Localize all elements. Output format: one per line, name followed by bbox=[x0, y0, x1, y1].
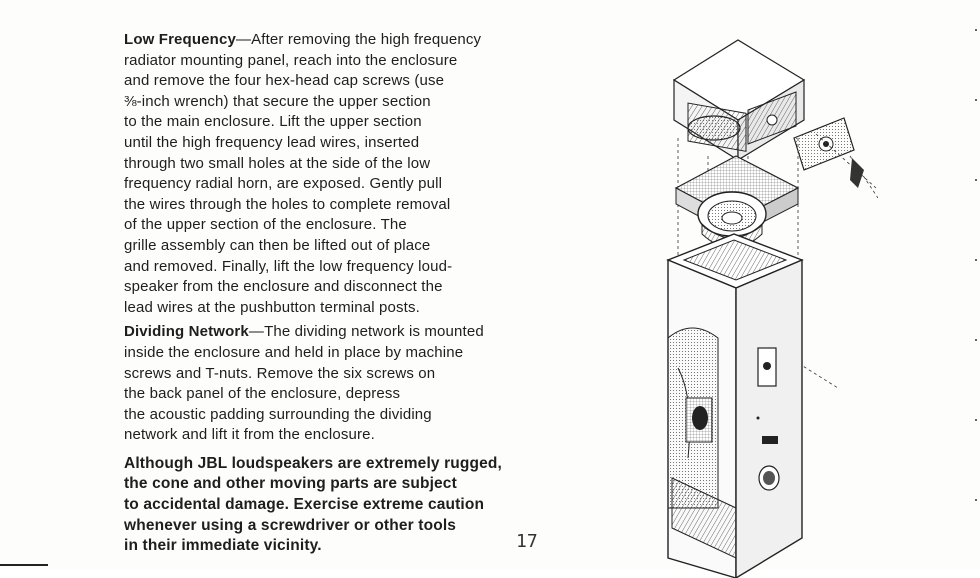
page-edge-marks bbox=[974, 20, 978, 560]
paragraph-line: lead wires at the pushbutton terminal posts. bbox=[124, 298, 420, 316]
paragraph-line: speaker from the enclosure and disconnect the bbox=[124, 278, 443, 296]
dividing-network-first-line bbox=[124, 322, 524, 343]
page-number: 17 bbox=[516, 531, 538, 552]
paragraph-line: the acoustic padding surrounding the dividing bbox=[124, 405, 432, 423]
warning-paragraph bbox=[124, 454, 524, 557]
paragraph-line: grille assembly can then be lifted out of place bbox=[124, 236, 431, 254]
paragraph-line: the back panel of the enclosure, depress bbox=[124, 385, 401, 403]
paragraph-line: —After removing the high frequency bbox=[235, 31, 482, 48]
paragraph-line: screws and T-nuts. Remove the six screws on bbox=[124, 364, 436, 382]
warning-line: whenever using a screwdriver or other tools bbox=[124, 516, 457, 534]
warning-line: in their immediate vicinity. bbox=[124, 537, 322, 555]
low-frequency-paragraph bbox=[124, 30, 524, 318]
warning-line: to accidental damage. Exercise extreme caution bbox=[124, 496, 485, 514]
paragraph-line: frequency radial horn, are exposed. Gently pull bbox=[124, 175, 443, 193]
exploded-speaker-illustration bbox=[648, 38, 878, 578]
main-enclosure bbox=[668, 234, 802, 578]
dividing-network-paragraph bbox=[124, 322, 524, 446]
hf-panel bbox=[794, 118, 878, 198]
dividing-network-heading: Dividing Network bbox=[124, 323, 249, 341]
text-column bbox=[124, 30, 524, 561]
low-frequency-first-line bbox=[124, 30, 524, 51]
paragraph-line: through two small holes at the side of the low bbox=[124, 154, 431, 172]
paragraph-line: until the high frequency lead wires, inserted bbox=[124, 133, 420, 151]
paragraph-line: ⅜-inch wrench) that secure the upper section bbox=[124, 92, 431, 110]
paragraph-line: and removed. Finally, lift the low frequency loud- bbox=[124, 257, 453, 275]
paragraph-line: network and lift it from the enclosure. bbox=[124, 426, 375, 444]
paragraph-line: radiator mounting panel, reach into the enclosure bbox=[124, 51, 458, 69]
upper-section bbox=[674, 40, 804, 160]
warning-line: the cone and other moving parts are subject bbox=[124, 475, 457, 493]
paragraph-line: the wires through the holes to complete removal bbox=[124, 195, 451, 213]
bottom-left-rule bbox=[0, 564, 48, 566]
low-frequency-heading: Low Frequency bbox=[124, 31, 236, 48]
paragraph-line: of the upper section of the enclosure. The bbox=[124, 216, 407, 234]
warning-line: Although JBL loudspeakers are extremely rugged, bbox=[124, 454, 503, 472]
paragraph-line: —The dividing network is mounted bbox=[248, 323, 484, 341]
paragraph-line: and remove the four hex-head cap screws (use bbox=[124, 72, 445, 90]
paragraph-line: inside the enclosure and held in place by machine bbox=[124, 343, 464, 361]
paragraph-line: to the main enclosure. Lift the upper section bbox=[124, 113, 422, 131]
